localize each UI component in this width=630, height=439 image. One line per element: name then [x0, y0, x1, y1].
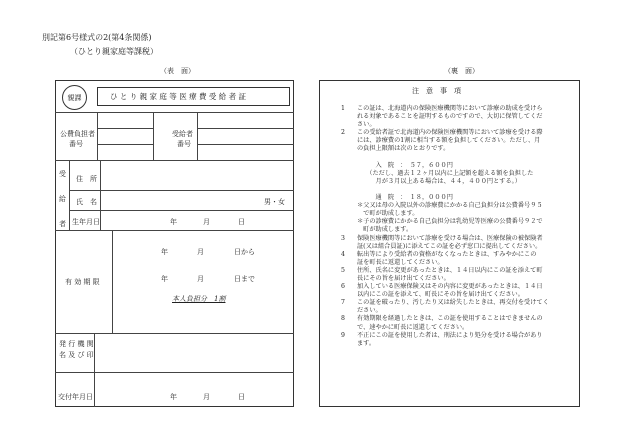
form-subtitle: （ひとり親家庭等課税）: [70, 47, 158, 56]
issue-month: 月: [203, 393, 210, 401]
note-line: 3 保険医療機関等において診療を受ける場合は、医療保険の被保険者: [341, 234, 543, 242]
note-line: 9 不正にこの証を使用した者は、刑法により処分を受ける場合があり: [341, 331, 543, 339]
issuer-label: 発 行 機 関: [59, 340, 94, 348]
note-line: ＊子の診療費にかかる自己負担分は乳幼児等医療の公費番号９２で: [357, 218, 543, 226]
note-line: ださい。: [357, 307, 382, 315]
note-line: 4 転出等により受給者の資格がなくなったときは、すみやかにこの: [341, 250, 537, 258]
note-line: [341, 186, 577, 194]
form-number-label: 別記第6号様式の2(第4条関係): [42, 33, 152, 42]
payer-number-label-2: 番号: [69, 140, 83, 148]
note-line: （ただし、過去１２ヶ月以内に上記額を超える額を負担した: [357, 169, 534, 177]
valid-to-month: 月: [197, 275, 204, 283]
address-label: 住 所: [76, 175, 97, 183]
note-line: さい。: [357, 121, 376, 129]
note-line: 町が助成します。: [357, 226, 413, 234]
gender-field: 男・女: [264, 198, 285, 206]
valid-to-year: 年: [161, 275, 168, 283]
note-line: 6 加入している医療保険又はその内容に変更があったときは、１４日: [341, 283, 543, 291]
note-line: 証を町長に返還してください。: [357, 258, 444, 266]
issuer-label-2: 名 及 び 印: [59, 351, 94, 359]
notes-title: 注 意 事 項: [412, 87, 461, 95]
note-line: 8 有効期限を経過したときは、この証を使用することはできませんの: [341, 315, 543, 323]
validity-label: 有 効 期 限: [65, 278, 100, 286]
note-line: 入 院 ： ５７，６００円: [357, 161, 453, 169]
recipient-number-label: 受給者: [172, 130, 193, 138]
certificate-title: ひ と り 親 家 庭 等 医 療 費 受 給 者 証: [110, 92, 246, 101]
note-line: れる対象であることを証明するものですので、大切に保管してくだ: [357, 113, 543, 121]
birth-day: 日: [238, 218, 245, 226]
front-caption: （表 面）: [160, 67, 195, 75]
name-label: 氏 名: [76, 198, 97, 206]
valid-to-day: 日まで: [234, 275, 255, 283]
note-line: 5 住所、氏名に変更があったときは、１４日以内にこの証を添えて町: [341, 266, 543, 274]
note-line: には、診療費の1割に相当する額を負担してください。ただし、月: [357, 137, 541, 145]
note-line: 2 この受給者証で北海道内の保険医療機関等において診療を受ける際: [341, 129, 543, 137]
back-caption: （裏 面）: [444, 67, 479, 75]
notes-list: [341, 105, 577, 348]
note-line: ＊父又は母の入院以外の診療費にかかる自己負担分は公費番号９５: [357, 202, 543, 210]
recipient-side-label-3: 者: [59, 220, 66, 228]
note-line: で町が助成します。: [357, 210, 419, 218]
note-line: ます。: [357, 339, 376, 347]
recipient-side-label-2: 給: [59, 195, 66, 203]
birth-date-label: 生年月日: [72, 218, 100, 226]
note-line: 通 院 ： １８，０００円: [357, 194, 453, 202]
recipient-side-label-1: 受: [59, 170, 66, 178]
birth-year: 年: [170, 218, 177, 226]
valid-from-day: 日から: [234, 248, 255, 256]
note-line: 以内にこの証を添えて、町長にその旨を届け出てください。: [357, 291, 524, 299]
note-line: 7 この証を破ったり、汚したり又は紛失したときは、再交付を受けてく: [341, 299, 549, 307]
note-line: 月が３月以上ある場合は、４４，４００円とする。）: [357, 177, 521, 185]
burden-ratio: 本人負担分 1割: [172, 295, 226, 303]
note-line: の負担上限額は次のとおりです。: [357, 145, 450, 153]
recipient-number-label-2: 番号: [177, 140, 191, 148]
seal-stamp: 親課: [62, 85, 87, 110]
valid-from-month: 月: [197, 248, 204, 256]
issue-year: 年: [170, 393, 177, 401]
valid-from-year: 年: [161, 248, 168, 256]
issue-date-label: 交付年月日: [58, 393, 93, 401]
note-line: 1 この証は、北海道内の保険医療機関等において診療の助成を受けら: [341, 105, 543, 112]
note-line: で、速やかに町長に返還してください。: [357, 323, 469, 331]
note-line: 長にその旨を届け出てください。: [357, 274, 450, 282]
payer-number-label: 公費負担者: [60, 130, 95, 138]
birth-month: 月: [203, 218, 210, 226]
note-line: [341, 154, 577, 162]
note-line: 証(又は組合員証)に添えてこの証を必ず窓口に提出してください。: [357, 242, 542, 250]
issue-day: 日: [238, 393, 245, 401]
